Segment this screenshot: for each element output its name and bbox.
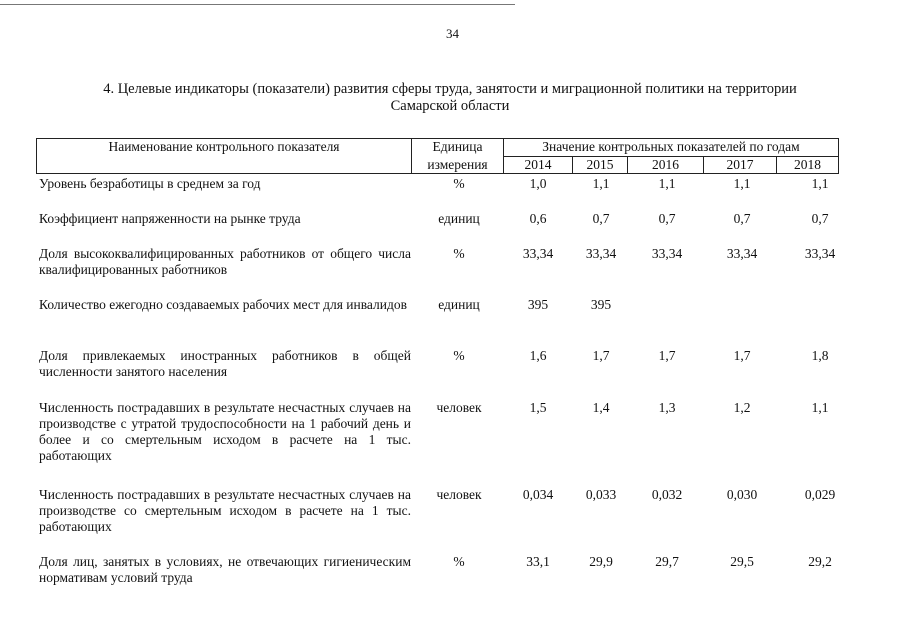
table-cell-value: 29,7 (655, 554, 679, 569)
table-cell-value: 29,9 (589, 554, 613, 569)
table-row-unit: человек (436, 487, 482, 502)
table-header (36, 138, 839, 174)
table-cell-value: 0,033 (585, 487, 617, 502)
table-cell-value: 33,34 (804, 246, 836, 261)
table-cell-value: 1,4 (592, 400, 610, 415)
table-cell-value: 1,1 (811, 176, 829, 191)
table-row-label: Численность пострадавших в результате несчастных случаев на производстве со смертельным исходом в расчете на 1 тыс. работающих (39, 487, 411, 534)
table-cell-value: 0,034 (522, 487, 554, 502)
table-row-label: Количество ежегодно создаваемых рабочих мест для инвалидов (39, 297, 407, 312)
table-cell-value: 1,7 (733, 348, 751, 363)
header-name-label: Наименование контрольного показателя (108, 139, 340, 154)
table-cell-value: 1,7 (592, 348, 610, 363)
table-cell-value: 1,7 (658, 348, 676, 363)
table-cell-value: 1,1 (811, 400, 829, 415)
table-row-label: Уровень безработицы в среднем за год (39, 176, 261, 191)
table-cell-value: 1,8 (811, 348, 829, 363)
table-cell-value: 1,6 (529, 348, 547, 363)
table-row-unit: % (453, 246, 465, 261)
table-cell-value: 1,5 (529, 400, 547, 415)
table-row-unit: % (453, 348, 465, 363)
table-cell-value: 1,1 (733, 176, 751, 191)
header-unit-label-1: Единица (432, 139, 483, 154)
header-year: 2017 (726, 157, 754, 172)
table-cell-value: 0,030 (726, 487, 758, 502)
header-year: 2015 (586, 157, 614, 172)
header-year: 2016 (652, 157, 679, 172)
header-year: 2018 (794, 157, 821, 172)
table-cell-value: 33,34 (651, 246, 683, 261)
table-cell-value: 29,5 (730, 554, 754, 569)
table-cell-value: 1,0 (529, 176, 547, 191)
table-cell-value: 0,7 (811, 211, 829, 226)
header-values-label: Значение контрольных показателей по годам (542, 139, 800, 154)
table-cell-value: 0,032 (651, 487, 683, 502)
table-row-label: Коэффициент напряженности на рынке труда (39, 211, 301, 226)
table-cell-value: 0,7 (658, 211, 676, 226)
table-cell-value: 0,6 (529, 211, 547, 226)
top-rule (0, 4, 515, 5)
table-cell-value: 33,34 (726, 246, 758, 261)
table-cell-value: 1,3 (658, 400, 676, 415)
table-row-label: Доля лиц, занятых в условиях, не отвечающих гигиеническим нормативам условий труда (39, 554, 411, 585)
table-cell-value: 33,1 (526, 554, 550, 569)
table-cell-value: 29,2 (808, 554, 832, 569)
table-row-unit: единиц (438, 297, 480, 312)
table-row-label: Доля привлекаемых иностранных работников в общей численности занятого населения (39, 348, 411, 379)
document-title (70, 81, 830, 115)
table-cell-value: 33,34 (585, 246, 617, 261)
table-row-unit: единиц (438, 211, 480, 226)
table-row-unit: % (453, 554, 465, 569)
header-unit-label-2: измерения (427, 157, 488, 172)
table-cell-value: 0,7 (592, 211, 610, 226)
table-cell-value: 1,1 (592, 176, 610, 191)
table-cell-value: 395 (527, 297, 549, 312)
page-number: 34 (446, 26, 459, 41)
header-year: 2014 (524, 157, 552, 172)
table-row-unit: человек (436, 400, 482, 415)
table-cell-value: 0,029 (804, 487, 836, 502)
table-cell-value: 395 (590, 297, 612, 312)
table-cell-value: 1,2 (733, 400, 751, 415)
table-row-label: Доля высококвалифицированных работников от общего числа квалифицированных работников (39, 246, 411, 277)
table-cell-value: 33,34 (522, 246, 554, 261)
table-cell-value: 0,7 (733, 211, 751, 226)
title-line-1: 4. Целевые индикаторы (показатели) развития сферы труда, занятости и миграционной политики на территории (103, 81, 797, 97)
table-cell-value: 1,1 (658, 176, 676, 191)
table-row-unit: % (453, 176, 465, 191)
title-line-2: Самарской области (390, 98, 510, 114)
table-row-label: Численность пострадавших в результате несчастных случаев на производстве с утратой трудоспособности на 1 рабочий день и более и со смертельным исходом в расчете на 1 тыс. работающих (39, 400, 411, 463)
